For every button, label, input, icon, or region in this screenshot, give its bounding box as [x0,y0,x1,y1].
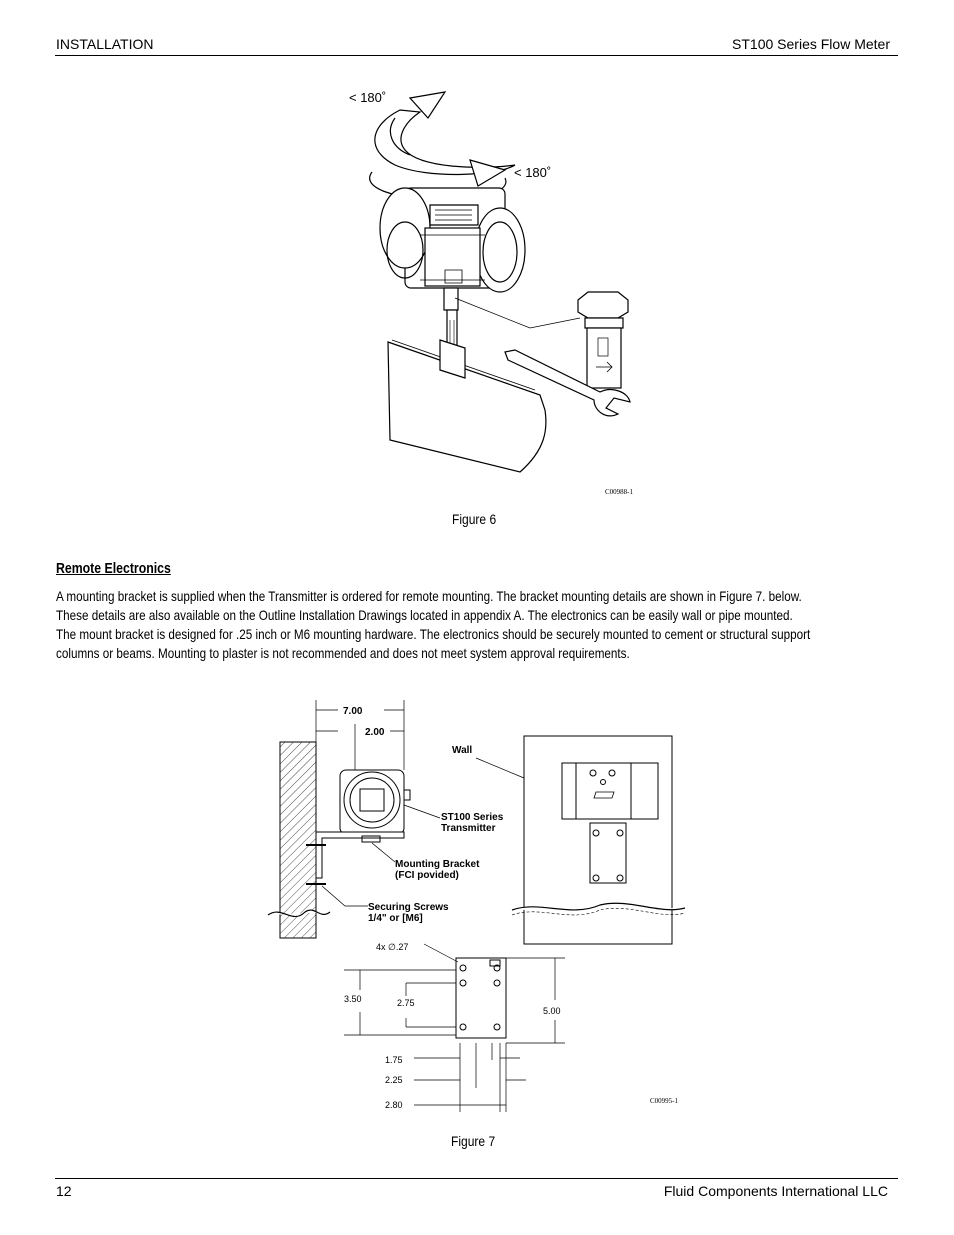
label-bracket-1: Mounting Bracket [395,859,480,870]
dim-7-00: 7.00 [343,706,363,717]
label-transmitter-2: Transmitter [441,823,496,834]
header-product-name: ST100 Series Flow Meter [732,36,890,52]
footer-company: Fluid Components International LLC [663,1183,888,1199]
section-title: Remote Electronics [56,560,171,577]
figure-6-drawing [0,0,954,510]
label-wall: Wall [452,745,473,756]
label-screws-1: Securing Screws [368,902,449,913]
paragraph-line: The mount bracket is designed for .25 inch or M6 mounting hardware. The electronics should be securely mounted to cement or structural support [56,627,811,642]
label-transmitter-1: ST100 Series [441,812,504,823]
figure-6-drawing-code: C00988-1 [605,488,633,496]
rotation-label-top: < 180˚ [349,90,387,105]
dim-3-50: 3.50 [344,994,362,1004]
footer-rule [55,1178,898,1179]
paragraph-line: A mounting bracket is supplied when the Transmitter is ordered for remote mounting. The bracket mounting details are shown in Figure 7. below. [56,589,802,604]
label-bracket-2: (FCI povided) [395,870,459,881]
dim-2-25: 2.25 [385,1075,403,1085]
dim-2-80: 2.80 [385,1100,403,1110]
dim-holes: 4x ∅.27 [376,942,409,952]
footer-page-number: 12 [56,1183,72,1199]
dim-2-75: 2.75 [397,998,415,1008]
label-screws-2: 1/4" or [M6] [368,913,423,924]
paragraph-line: These details are also available on the Outline Installation Drawings located in appendix A. The electronics can be easily wall or pipe mounted. [56,608,793,623]
figure-7-drawing [0,680,954,1140]
figure-7-caption: Figure 7 [451,1133,496,1149]
rotation-label-right: < 180˚ [514,165,552,180]
figure-6-caption: Figure 6 [452,511,497,527]
dim-5-00: 5.00 [543,1006,561,1016]
header-section-label: INSTALLATION [56,36,154,52]
dim-1-75: 1.75 [385,1055,403,1065]
section-paragraph [56,587,882,663]
paragraph-line: columns or beams. Mounting to plaster is not recommended and does not meet system approval requirements. [56,646,630,661]
dim-2-00: 2.00 [365,727,385,738]
figure-7-drawing-code: C00995-1 [650,1097,678,1105]
